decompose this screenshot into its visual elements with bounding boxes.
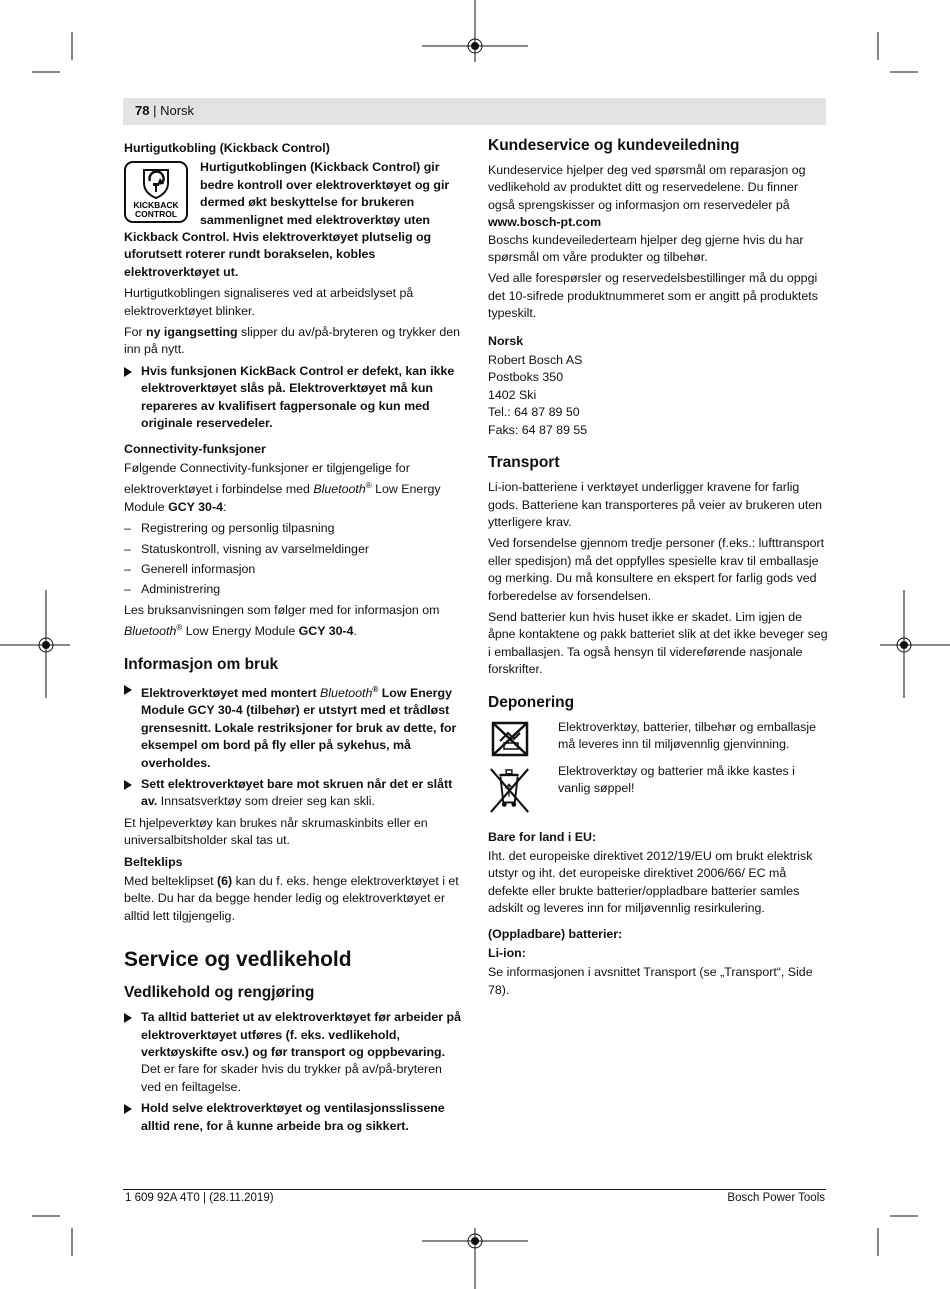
connectivity-title: Connectivity-funksjoner <box>124 441 266 456</box>
bullet-triangle-icon <box>124 1013 132 1023</box>
liion-text: Se informasjonen i avsnittet Transport (se „Transport“, Side 78). <box>488 965 813 997</box>
header-bar <box>123 98 826 125</box>
page-number: 78 <box>135 103 150 118</box>
connectivity-item: – Generell informasjon <box>124 562 256 577</box>
product-number-text: Ved alle forespørsler og reservedelsbestillinger må du oppgi det 10-sifrede produktnummeret som er angitt på produktets typeskilt. <box>488 271 818 321</box>
info-title: Informasjon om bruk <box>124 655 279 673</box>
maintenance-bullet-2: Hold selve elektroverktøyet og ventilasjonsslissene alltid rene, for å kunne arbeide bra og sikkert. <box>124 1100 464 1135</box>
address-line: Tel.: 64 87 89 50 <box>488 405 580 420</box>
bullet-triangle-icon <box>124 1104 132 1114</box>
disposal-title: Deponering <box>488 693 575 711</box>
recycle-packaging-icon <box>488 719 532 759</box>
customer-service-title: Kundeservice og kundeveiledning <box>488 137 740 154</box>
belt-clip-title: Belteklips <box>124 854 183 869</box>
page-header <box>135 103 194 118</box>
info-bullet-2: Sett elektroverktøyet bare mot skruen når det er slått av. Innsatsverktøy som dreier seg kan skli. <box>124 776 464 811</box>
customer-service-text: Kundeservice hjelper deg ved spørsmål om reparasjon og vedlikehold av produktet ditt og reservedelene. Du finner også sprengskisser og informasjon om reservedeler på <box>488 163 806 212</box>
connectivity-intro: Følgende Connectivity-funksjoner er tilgjengelige for elektroverktøyet i forbindelse med Bluetooth® Low Energy Module GCY 30-4: <box>124 460 441 514</box>
bullet-triangle-icon <box>124 685 132 695</box>
header-language: Norsk <box>160 103 195 118</box>
left-column <box>124 136 464 1139</box>
kickback-icon-text-2: CONTROL <box>134 209 178 220</box>
header-separator: | <box>153 103 157 118</box>
rechargeable-title: (Oppladbare) batterier: <box>488 926 623 941</box>
connectivity-item: – Statuskontroll, visning av varselmeldinger <box>124 541 369 556</box>
manual-reference: Les bruksanvisningen som følger med for informasjon om Bluetooth® Low Energy Module GCY 30-4. <box>124 602 440 639</box>
address-line: 1402 Ski <box>488 387 537 402</box>
transport-text-1: Li-ion-batteriene i verktøyet underligger kravene for farlig gods. Batteriene kan transporteres på veier av brukeren uten ytterligere krav. <box>488 480 823 529</box>
kickback-section <box>124 159 464 285</box>
customer-team-text: Boschs kundeveilederteam hjelper deg gjerne hvis du har spørsmål om våre produkter og tilbehør. <box>488 232 804 265</box>
info-bullet-1: Elektroverktøyet med montert Bluetooth® Low Energy Module GCY 30-4 (tilbehør) er utstyrt med et trådløst grensesnitt. Lokale restriksjoner for bruk av dette, for eksempel om bord på fly eller på sykehus, må overholdes. <box>124 681 464 772</box>
service-title: Service og vedlikehold <box>124 948 352 972</box>
connectivity-item: – Administrering <box>124 582 221 597</box>
kickback-icon-text-1: KICKBACK <box>133 200 179 211</box>
liion-title: Li-ion: <box>488 946 526 960</box>
disposal-row-bin <box>488 763 828 819</box>
kickback-warning: Hvis funksjonen KickBack Control er defekt, kan ikke elektroverktøyet slås på. Elektroverktøyet må kun repareres av kvalifisert fagpersonale og kun med originale reservedeler. <box>124 363 464 433</box>
right-column <box>488 136 828 1003</box>
transport-text-2: Ved forsendelse gjennom tredje personer (f.eks.: lufttransport eller spedisjon) må det oppfylles spesielle krav til emballasje og merking. Du må konsultere en ekspert for farlig gods ved forberedelse av forsendelsen. <box>488 536 825 603</box>
helper-tool-text: Et hjelpeverktøy kan brukes når skrumaskinbits eller en universalbitsholder skal tas ut. <box>124 815 428 848</box>
crossed-bin-icon <box>488 763 532 819</box>
address-line: Postboks 350 <box>488 370 564 385</box>
kickback-signal-text: Hurtigutkoblingen signaliseres ved at arbeidslyset på elektroverktøyet blinker. <box>124 286 414 318</box>
eu-text: Iht. det europeiske direktivet 2012/19/EU om brukt elektrisk utstyr og iht. det europeiske direktivet 2006/66/ EC må defekte eller brukte batterier/oppladbare batterier samles adskilt og leveres inn for miljøvennlig resirkulering. <box>488 848 813 916</box>
footer-document-id: 1 609 92A 4T0 | (28.11.2019) <box>125 1192 274 1204</box>
address-line: Faks: 64 87 89 55 <box>488 422 588 437</box>
address-country: Norsk <box>488 333 524 348</box>
connectivity-item: – Registrering og personlig tilpasning <box>124 521 335 536</box>
restart-text: For ny igangsetting slipper du av/på-bryteren og trykker den inn på nytt. <box>124 325 461 357</box>
kickback-control-icon <box>124 161 188 223</box>
bullet-triangle-icon <box>124 780 132 790</box>
footer-brand: Bosch Power Tools <box>727 1192 825 1204</box>
bosch-url[interactable]: www.bosch-pt.com <box>488 215 602 230</box>
belt-clip-text: Med belteklipset (6) kan du f. eks. henge elektroverktøyet i et belte. Du har da begge hender ledig og elektroverktøyet er alltid lett tilgjengelig. <box>124 874 459 923</box>
disposal-text-1: Elektroverktøy, batterier, tilbehør og emballasje må leveres inn til miljøvennlig gjenvinning. <box>558 719 817 751</box>
bullet-triangle-icon <box>124 367 132 377</box>
disposal-row-recycle <box>488 719 828 759</box>
kickback-title: Hurtigutkobling (Kickback Control) <box>124 141 330 155</box>
maintenance-title: Vedlikehold og rengjøring <box>124 984 315 1002</box>
address-line: Robert Bosch AS <box>488 353 583 368</box>
transport-text-3: Send batterier kun hvis huset ikke er skadet. Lim igjen de åpne kontaktene og pakk batteriet slik at det ikke beveger seg i emballasjen. Ta også hensyn til videreførende nasjonale forskrifter. <box>488 609 828 677</box>
kickback-description: Hurtigutkoblingen (Kickback Control) gir bedre kontroll over elektroverktøyet og gir dermed økt beskyttelse for brukeren sammenlignet med elektroverktøy uten Kickback Control. Hvis elektroverktøyet plutselig og uforutsett roterer rundt borakselen, kobles elektroverktøyet ut. <box>124 160 450 279</box>
eu-title: Bare for land i EU: <box>488 829 597 844</box>
footer-divider <box>123 1189 826 1190</box>
transport-title: Transport <box>488 454 560 472</box>
maintenance-bullet-1: Ta alltid batteriet ut av elektroverktøyet før arbeider på elektroverktøyet utføres (f. eks. vedlikehold, verktøyskifte osv.) og før transport og oppbevaring. Det er fare for skader hvis du trykker på av/på-bryteren ved en feiltagelse. <box>124 1009 464 1096</box>
disposal-text-2: Elektroverktøy og batterier må ikke kastes i vanlig søppel! <box>558 763 795 795</box>
